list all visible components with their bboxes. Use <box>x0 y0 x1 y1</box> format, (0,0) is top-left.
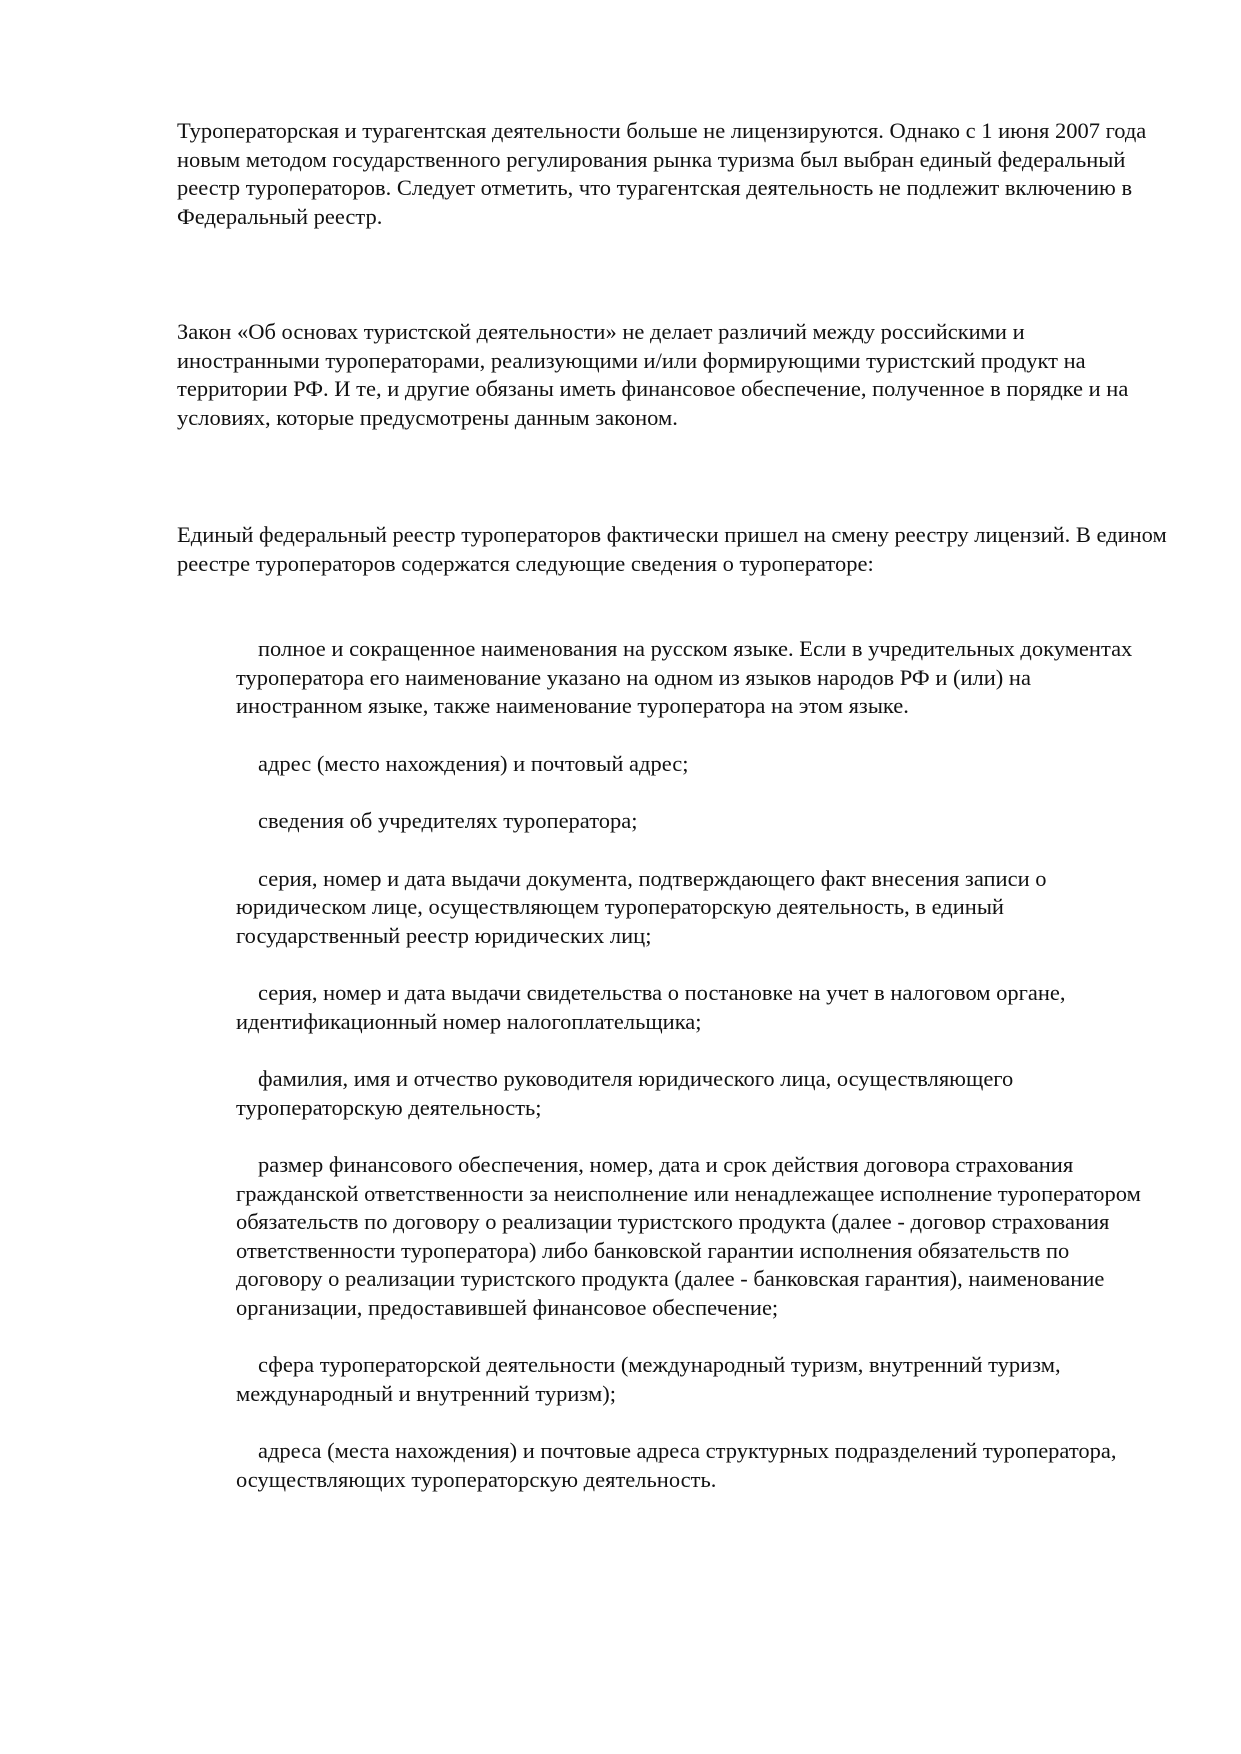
list-item: адрес (место нахождения) и почтовый адрес; <box>258 750 689 776</box>
list-item: сфера туроператорской деятельности (международный туризм, внутренний туризм, международный и внутренний туризм); <box>236 1352 1061 1406</box>
list-item: сведения об учредителях туроператора; <box>258 808 638 833</box>
list-item: адреса (места нахождения) и почтовые адреса структурных подразделений туроператора, осуществляющих туроператорскую деятельность. <box>236 1438 1117 1492</box>
list-item: фамилия, имя и отчество руководителя юридического лица, осуществляющего туроператорскую деятельность; <box>236 1066 1014 1120</box>
list-item: серия, номер и дата выдачи свидетельства о постановке на учет в налоговом органе, идентификационный номер налогоплательщика; <box>236 980 1066 1034</box>
paragraph-licensing: Туроператорская и турагентская деятельности больше не лицензируются. Однако с 1 июня 2007 года новым методом государственного регулирования рынка туризма был выбран единый федеральный реестр туроператоров. Следует отметить, что турагентская деятельность не подлежит включению в Федеральный реестр. <box>177 118 1147 229</box>
paragraph-law: Закон «Об основах туристской деятельности» не делает различий между российскими и иностранными туроператорами, реализующими и/или формирующими туристский продукт на территории РФ. И те, и другие обязаны иметь финансовое обеспечение, полученное в порядке и на условиях, которые предусмотрены данным законом. <box>177 319 1129 430</box>
list-item: полное и сокращенное наименования на русском языке. Если в учредительных документах туроператора его наименование указано на одном из языков народов РФ и (или) на иностранном языке, также наименование туроператора на этом языке. <box>236 636 1133 718</box>
paragraph-registry: Единый федеральный реестр туроператоров фактически пришел на смену реестру лицензий. В едином реестре туроператоров содержатся следующие сведения о туроператоре: <box>177 522 1167 576</box>
list-item: серия, номер и дата выдачи документа, подтверждающего факт внесения записи о юридическом лице, осуществляющем туроператорскую деятельность, в единый государственный реестр юридических лиц; <box>236 865 1047 948</box>
registry-contents-list <box>236 635 1156 1494</box>
list-item: размер финансового обеспечения, номер, дата и срок действия договора страхования гражданской ответственности за неисполнение или ненадлежащее исполнение туроператором обязательств по договору о реализации туристского продукта (далее - договор страхования ответственности туроператора) либо банковской гарантии исполнения обязательств по договору о реализации туристского продукта (далее - банковская гарантия), наименование организации, предоставившей финансовое обеспечение; <box>236 1152 1141 1320</box>
